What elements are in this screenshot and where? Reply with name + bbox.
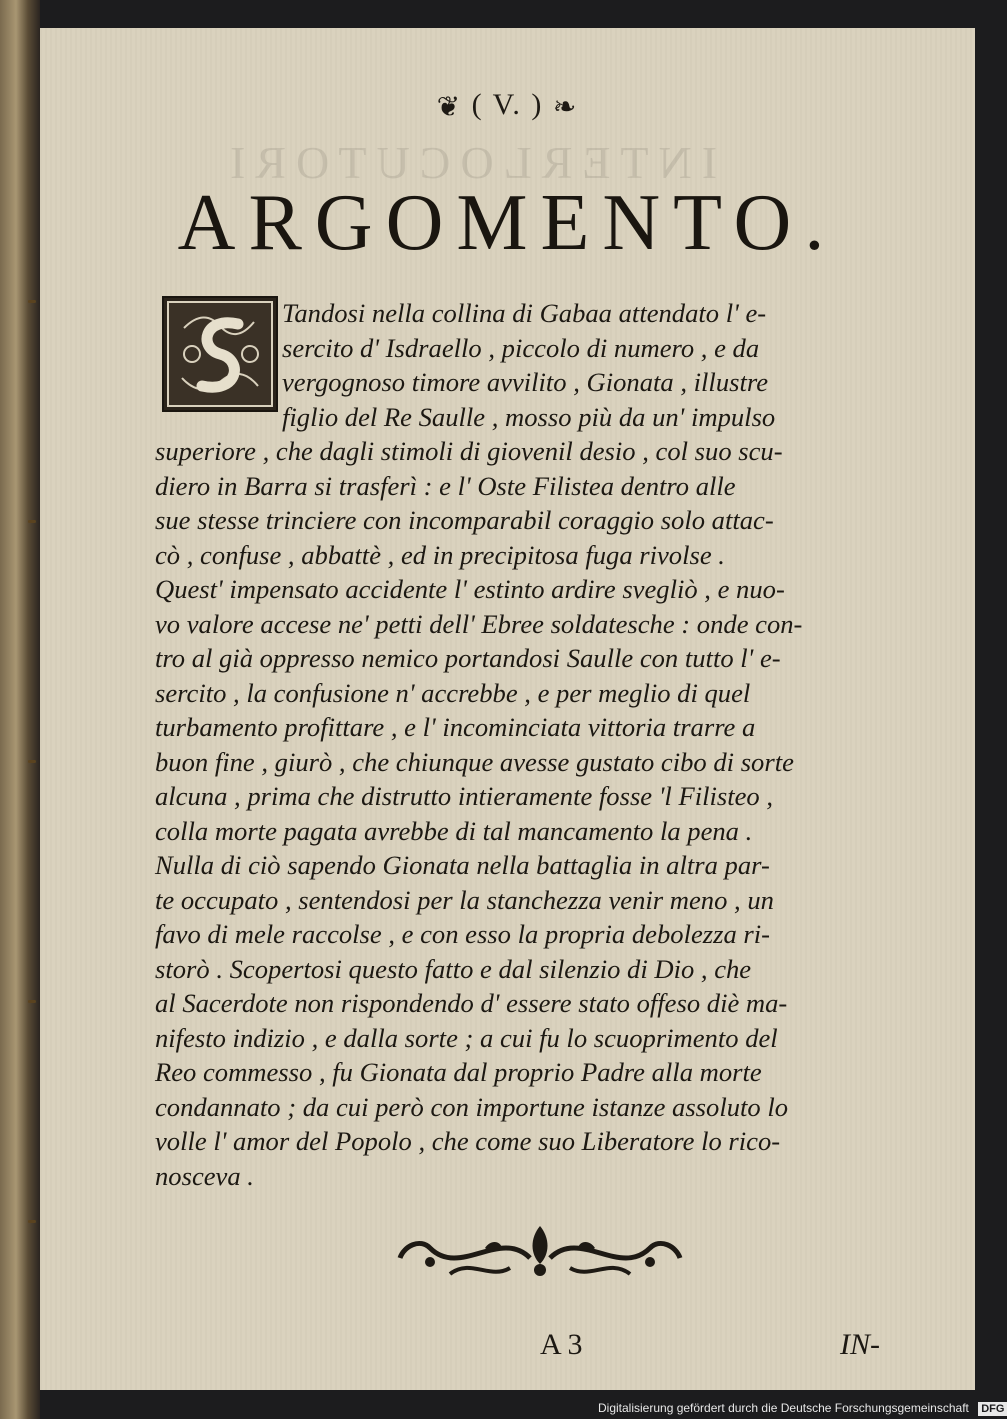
argument-text [155, 296, 935, 1193]
fleuron-ornament-icon [390, 1218, 690, 1288]
text-line: vo valore accese ne' petti dell' Ebree soldatesche : onde con- [155, 608, 803, 639]
text-line: cò , confuse , abbattè , ed in precipitosa fuga rivolse . [155, 539, 725, 570]
text-line: condannato ; da cui però con importune istanze assoluto lo [155, 1091, 789, 1122]
text-line: Tandosi nella collina di Gabaa attendato l' e- [282, 298, 767, 328]
text-line: nosceva . [155, 1160, 254, 1191]
show-through-text: INTERLOCUTORI [220, 137, 718, 188]
book-spine [0, 0, 40, 1419]
catchword: IN- [840, 1328, 880, 1361]
text-line: Nulla di ciò sapendo Gionata nella battaglia in altra par- [155, 850, 770, 880]
text-line: Reo commesso , fu Gionata dal proprio Padre alla morte [155, 1057, 762, 1087]
binding-stitch [28, 1220, 36, 1223]
binding-stitch [28, 760, 36, 763]
folio-number: ( V. ) [471, 88, 544, 121]
text-line: vergognoso timore avvilito , Gionata , illustre [282, 367, 769, 397]
text-line: favo di mele raccolse , e con esso la propria debolezza ri- [155, 919, 770, 949]
text-line: colla morte pagata avrebbe di tal mancamento la pena . [155, 815, 753, 846]
credit-text: Digitalisierung gefördert durch die Deutsche Forschungsgemeinschaft [598, 1401, 969, 1415]
book-page [40, 28, 975, 1390]
binding-stitch [28, 520, 36, 523]
text-line: diero in Barra si trasferì : e l' Oste Filistea dentro alle [155, 470, 736, 501]
binding-stitch [28, 1000, 36, 1003]
text-line: volle l' amor del Popolo , che come suo Liberatore lo rico- [155, 1126, 781, 1156]
ornament-left-icon: ❦ [436, 92, 463, 124]
signature-mark: A 3 [540, 1328, 583, 1361]
binding-stitch [28, 300, 36, 303]
text-line: nifesto indizio , e dalla sorte ; a cui fu lo scuoprimento del [155, 1022, 778, 1053]
text-line: al Sacerdote non rispondendo d' essere stato offeso diè ma- [155, 988, 788, 1018]
text-line: sercito d' Isdraello , piccolo di numero , e da [282, 332, 760, 363]
text-line: turbamento profittare , e l' incominciata vittoria trarre a [155, 712, 756, 742]
text-line: storò . Scopertosi questo fatto e dal silenzio di Dio , che [155, 953, 752, 984]
dfg-logo: DFG [978, 1402, 1007, 1416]
text-line: alcuna , prima che distrutto intieramente fosse 'l Filisteo , [155, 781, 774, 811]
text-line: sue stesse trinciere con incomparabil coraggio solo attac- [155, 505, 774, 535]
page-header [40, 88, 975, 124]
text-line: figlio del Re Saulle , mosso più da un' impulso [282, 401, 776, 432]
text-line: Quest' impensato accidente l' estinto ardire svegliò , e nuo- [155, 574, 785, 604]
text-line: tro al già oppresso nemico portandosi Saulle con tutto l' e- [155, 643, 781, 673]
text-line: te occupato , sentendosi per la stanchezza venir meno , un [155, 884, 774, 915]
text-line: sercito , la confusione n' accrebbe , e per meglio di quel [155, 677, 751, 708]
text-line: buon fine , giurò , che chiunque avesse gustato cibo di sorte [155, 746, 794, 777]
ornament-right-icon: ❧ [552, 92, 579, 124]
digitization-credit [598, 1398, 1005, 1419]
text-line: superiore , che dagli stimoli di giovenil desio , col suo scu- [155, 436, 783, 466]
page-title: ARGOMENTO. [177, 179, 838, 267]
